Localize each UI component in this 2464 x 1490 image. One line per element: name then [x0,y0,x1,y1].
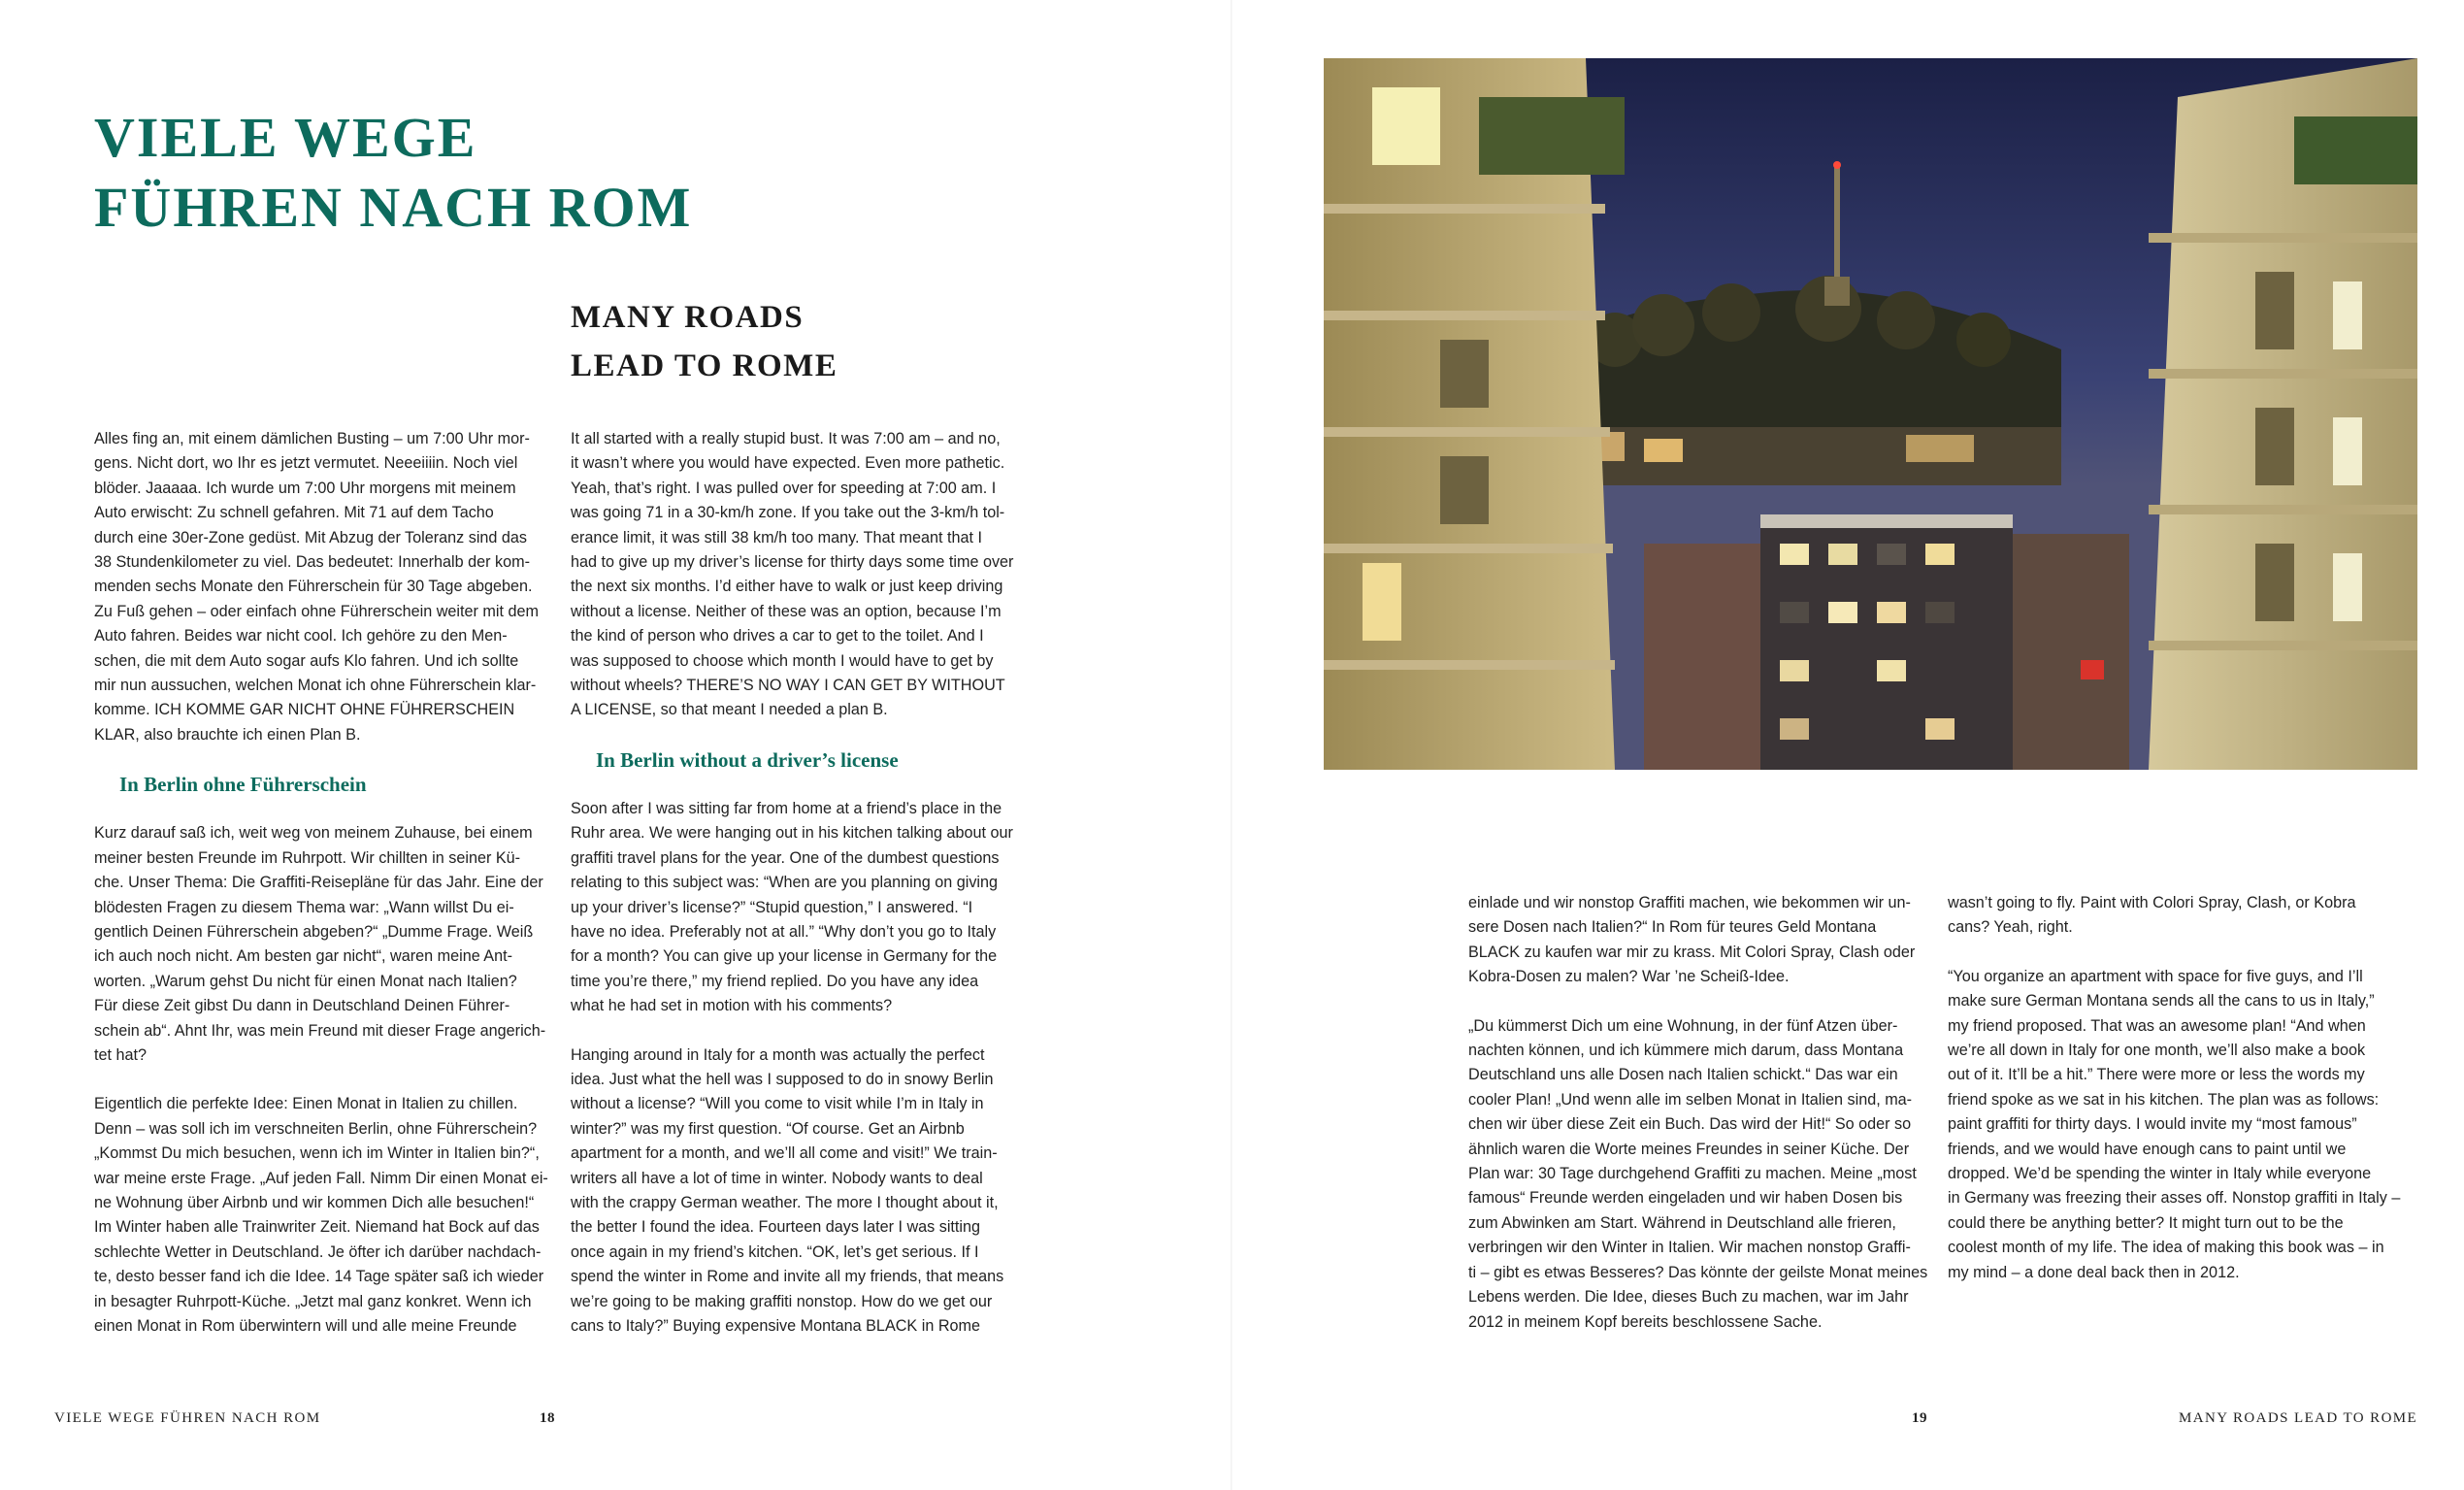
text-line: einlade und wir nonstop Graffiti machen, wie bekommen wir un- [1468,894,1911,911]
text-line: Alles fing an, mit einem dämlichen Busting – um 7:00 Uhr mor- [94,430,530,447]
text-line: sere Dosen nach Italien?“ In Rom für teures Geld Montana [1468,918,1877,937]
text-line: erance limit, it was still 38 km/h too many. That meant that I [571,528,983,546]
text-line: mir nun aussuchen, welchen Monat ich ohne Führerschein klar- [94,677,537,695]
english-text-column [571,427,1017,1339]
text-line: meiner besten Freunde im Ruhrpott. Wir chillten in seiner Kü- [94,848,521,867]
running-head-left: VIELE WEGE FÜHREN NACH ROM [54,1410,321,1426]
text-line: Kobra-Dosen zu malen? War ’ne Scheiß-Idee. [1468,968,1790,986]
text-line: writers all have a lot of time in winter. Nobody wants to deal [571,1169,983,1187]
cityscape-illustration [1324,58,2417,770]
text-line: winter?” was my first question. “Of course. Get an Airbnb [571,1119,965,1138]
text-line: without a license. Neither of these was an option, because I’m [571,602,1002,620]
paragraph [1468,1014,1928,1335]
subheading-german: In Berlin ohne Führerschein [119,773,367,797]
page-gutter [1231,0,1232,1490]
text-line: cans to Italy?” Buying expensive Montana BLACK in Rome [571,1317,980,1335]
text-line: dropped. We’d be spending the winter in Italy while everyone [1948,1165,2372,1183]
text-line: A LICENSE, so that meant I needed a plan B. [571,701,888,719]
text-line: nachten können, und ich kümmere mich darum, dass Montana [1468,1042,1904,1060]
text-line: te, desto besser fand ich die Idee. 14 Tage später saß ich wieder [94,1268,544,1286]
text-line: komme. ICH KOMME GAR NICHT OHNE FÜHRERSCHEIN [94,701,515,719]
text-line: with the crappy German weather. The more I thought about it, [571,1193,999,1211]
german-text-column-continued [1468,891,1928,1335]
text-line: famous“ Freunde werden eingeladen und wir haben Dosen bis [1468,1189,1903,1208]
text-line: Lebens werden. Die Idee, dieses Buch zu machen, war im Jahr [1468,1288,1909,1307]
paragraph [1468,891,1915,990]
text-line: It all started with a really stupid bust. It was 7:00 am – and no, [571,430,1001,447]
text-line: without wheels? THERE’S NO WAY I CAN GET BY WITHOUT [571,677,1005,695]
paragraph [94,821,546,1068]
text-line: ich auch noch nicht. Am besten gar nicht“, waren meine Ant- [94,947,512,966]
title-de-line-1: VIELE WEGE [94,106,477,169]
text-line: Auto erwischt: Zu schnell gefahren. Mit 71 auf dem Tacho [94,504,494,522]
paragraph [571,1043,1017,1340]
text-line: war meine erste Frage. „Auf jeden Fall. Nimm Dir einen Monat ei- [94,1169,548,1187]
text-line: Soon after I was sitting far from home at a friend’s place in the [571,799,1002,817]
paragraph [571,427,1017,723]
text-line: relating to this subject was: “When are you planning on giving [571,874,999,892]
text-line: out of it. It’ll be a hit.” There were more or less the words my [1948,1066,2365,1084]
text-line: 38 Stundenkilometer zu viel. Das bedeutet: Innerhalb der kom- [94,553,531,572]
text-line: blödesten Fragen zu diesem Thema war: „Wann willst Du ei- [94,898,514,916]
text-line: once again in my friend’s kitchen. “OK, let’s get serious. If I [571,1242,979,1261]
text-line: the next six months. I’d either have to walk or just keep driving [571,578,1003,596]
text-line: „Kommst Du mich besuchen, wenn ich im Winter in Italien bin?“, [94,1144,540,1163]
paragraph [94,1092,548,1339]
text-line: my mind – a done deal back then in 2012. [1948,1263,2240,1281]
text-line: zum Abwinken am Start. Während in Deutschland alle frieren, [1468,1213,1896,1232]
text-line: was supposed to choose which month I would have to get by [571,651,994,670]
text-line: graffiti travel plans for the year. One of the dumbest questions [571,848,1000,867]
text-line: the kind of person who drives a car to get to the toilet. And I [571,627,984,646]
text-line: make sure German Montana sends all the cans to us in Italy,” [1948,992,2375,1010]
text-line: „Du kümmerst Dich um eine Wohnung, in der fünf Atzen über- [1468,1016,1898,1035]
text-line: coolest month of my life. The idea of making this book was – in [1948,1239,2384,1257]
text-line: Ruhr area. We were hanging out in his kitchen talking about our [571,824,1013,843]
text-line: friends, and we would have enough cans to paint until we [1948,1140,2347,1158]
text-line: in Germany was freezing their asses off. Nonstop graffiti in Italy – [1948,1189,2401,1208]
text-line: Für diese Zeit gibst Du dann in Deutschland Deinen Führer- [94,997,510,1015]
title-de-line-2: FÜHREN NACH ROM [94,176,693,239]
paragraph [1948,891,2394,941]
paragraph [94,427,541,747]
text-line: “You organize an apartment with space for five guys, and I’ll [1948,967,2363,985]
text-line: time you’re there,” my friend replied. Do you have any idea [571,972,979,990]
text-line: chen wir über diese Zeit ein Buch. Das wird der Hit!“ So oder so [1468,1115,1912,1134]
text-line: we’re all down in Italy for one month, we’ll also make a book [1948,1042,2366,1060]
text-line: my friend proposed. That was an awesome plan! “And when [1948,1016,2366,1035]
text-line: verbringen wir den Winter in Italien. Wir machen nonstop Graffi- [1468,1239,1911,1257]
text-line: blöder. Jaaaaa. Ich wurde um 7:00 Uhr morgens mit meinem [94,479,516,497]
running-head-right: MANY ROADS LEAD TO ROME [2179,1410,2418,1426]
text-line: einen Monat in Rom überwintern will und alle meine Freunde [94,1317,517,1335]
text-line: schen, die mit dem Auto sogar aufs Klo fahren. Und ich sollte [94,651,519,670]
rome-night-photo [1324,58,2417,770]
text-line: had to give up my driver’s license for thirty days some time over [571,553,1014,572]
text-line: wasn’t going to fly. Paint with Colori Spray, Clash, or Kobra [1948,894,2356,911]
text-line: schlechte Wetter in Deutschland. Je öfter ich darüber nachdach- [94,1242,542,1261]
text-line: cans? Yeah, right. [1948,918,2073,937]
text-line: Kurz darauf saß ich, weit weg von meinem Zuhause, bei einem [94,824,533,843]
text-line: BLACK zu kaufen war mir zu krass. Mit Colori Spray, Clash oder [1468,943,1916,961]
text-line: Eigentlich die perfekte Idee: Einen Monat in Italien zu chillen. [94,1095,518,1113]
german-text-column [94,427,548,1339]
text-line: schein ab“. Ahnt Ihr, was mein Freund mit dieser Frage angerich- [94,1021,546,1040]
page-number-left: 18 [540,1410,555,1426]
text-line: was going 71 in a 30-km/h zone. If you take out the 3-km/h tol- [571,504,1005,522]
paragraph [571,797,1017,1019]
text-line: menden sechs Monate den Führerschein für 30 Tage abgeben. [94,578,533,596]
text-line: KLAR, also brauchte ich einen Plan B. [94,725,361,744]
text-line: paint graffiti for thirty days. I would invite my “most famous” [1948,1115,2357,1134]
paragraph [1948,965,2401,1285]
text-line: worten. „Warum gehst Du nicht für einen Monat nach Italien? [94,972,517,990]
text-line: che. Unser Thema: Die Graffiti-Reisepläne für das Jahr. Eine der [94,874,543,892]
text-line: Deutschland uns alle Dosen nach Italien schickt.“ Das war ein [1468,1066,1898,1084]
text-line: cooler Plan! „Und wenn alle im selben Monat in Italien sind, ma- [1468,1090,1913,1109]
page-number-right: 19 [1912,1410,1927,1426]
text-line: idea. Just what the hell was I supposed to do in snowy Berlin [571,1070,994,1088]
text-line: tet hat? [94,1045,148,1064]
text-line: Im Winter haben alle Trainwriter Zeit. Niemand hat Bock auf das [94,1218,540,1237]
text-line: without a license? “Will you come to visit while I’m in Italy in [571,1095,984,1113]
text-line: Auto fahren. Beides war nicht cool. Ich gehöre zu den Men- [94,627,508,646]
text-line: in besagter Ruhrpott-Küche. „Jetzt mal ganz konkret. Wenn ich [94,1292,532,1310]
text-line: apartment for a month, and we’ll all come and visit!” We train- [571,1144,998,1163]
text-line: Plan war: 30 Tage durchgehend Graffiti zu machen. Meine „most [1468,1165,1917,1183]
subheading-english: In Berlin without a driver’s license [596,747,899,772]
english-text-column-continued [1948,891,2401,1285]
text-line: durch eine 30er-Zone gedüst. Mit Abzug der Toleranz sind das [94,528,528,546]
chapter-title-english [571,293,838,390]
text-line: the better I found the idea. Fourteen days later I was sitting [571,1218,981,1237]
text-line: ti – gibt es etwas Besseres? Das könnte der geilste Monat meines [1468,1263,1928,1281]
text-line: friend spoke as we sat in his kitchen. The plan was as follows: [1948,1090,2380,1109]
title-en-line-2: LEAD TO ROME [571,348,838,383]
text-line: gens. Nicht dort, wo Ihr es jetzt vermutet. Neeeiiiin. Noch viel [94,454,518,473]
text-line: it wasn’t where you would have expected. Even more pathetic. [571,454,1005,473]
text-line: up your driver’s license?” “Stupid question,” I answered. “I [571,898,973,916]
text-line: 2012 in meinem Kopf bereits beschlossene Sache. [1468,1312,1823,1331]
title-en-line-1: MANY ROADS [571,300,805,335]
text-line: have no idea. Preferably not at all.” “Why don’t you go to Italy [571,922,997,941]
text-line: ähnlich waren die Worte meines Freundes in seiner Küche. Der [1468,1140,1910,1158]
text-line: we’re going to be making graffiti nonstop. How do we get our [571,1292,993,1310]
text-line: Yeah, that’s right. I was pulled over for speeding at 7:00 am. I [571,479,997,497]
text-line: what he had set in motion with his comments? [571,997,893,1015]
text-line: Hanging around in Italy for a month was actually the perfect [571,1045,985,1064]
text-line: Zu Fuß gehen – oder einfach ohne Führerschein weiter mit dem [94,602,539,620]
text-line: could there be anything better? It might turn out to be the [1948,1213,2344,1232]
text-line: spend the winter in Rome and invite all my friends, that means [571,1268,1004,1286]
text-line: ne Wohnung über Airbnb und wir kommen Dich alle besuchen!“ [94,1193,535,1211]
text-line: for a month? You can give up your license in Germany for the [571,947,998,966]
chapter-title-german [94,103,692,243]
text-line: gentlich Deinen Führerschein abgeben?“ „Dumme Frage. Weiß [94,922,534,941]
text-line: Denn – was soll ich im verschneiten Berlin, ohne Führerschein? [94,1119,538,1138]
